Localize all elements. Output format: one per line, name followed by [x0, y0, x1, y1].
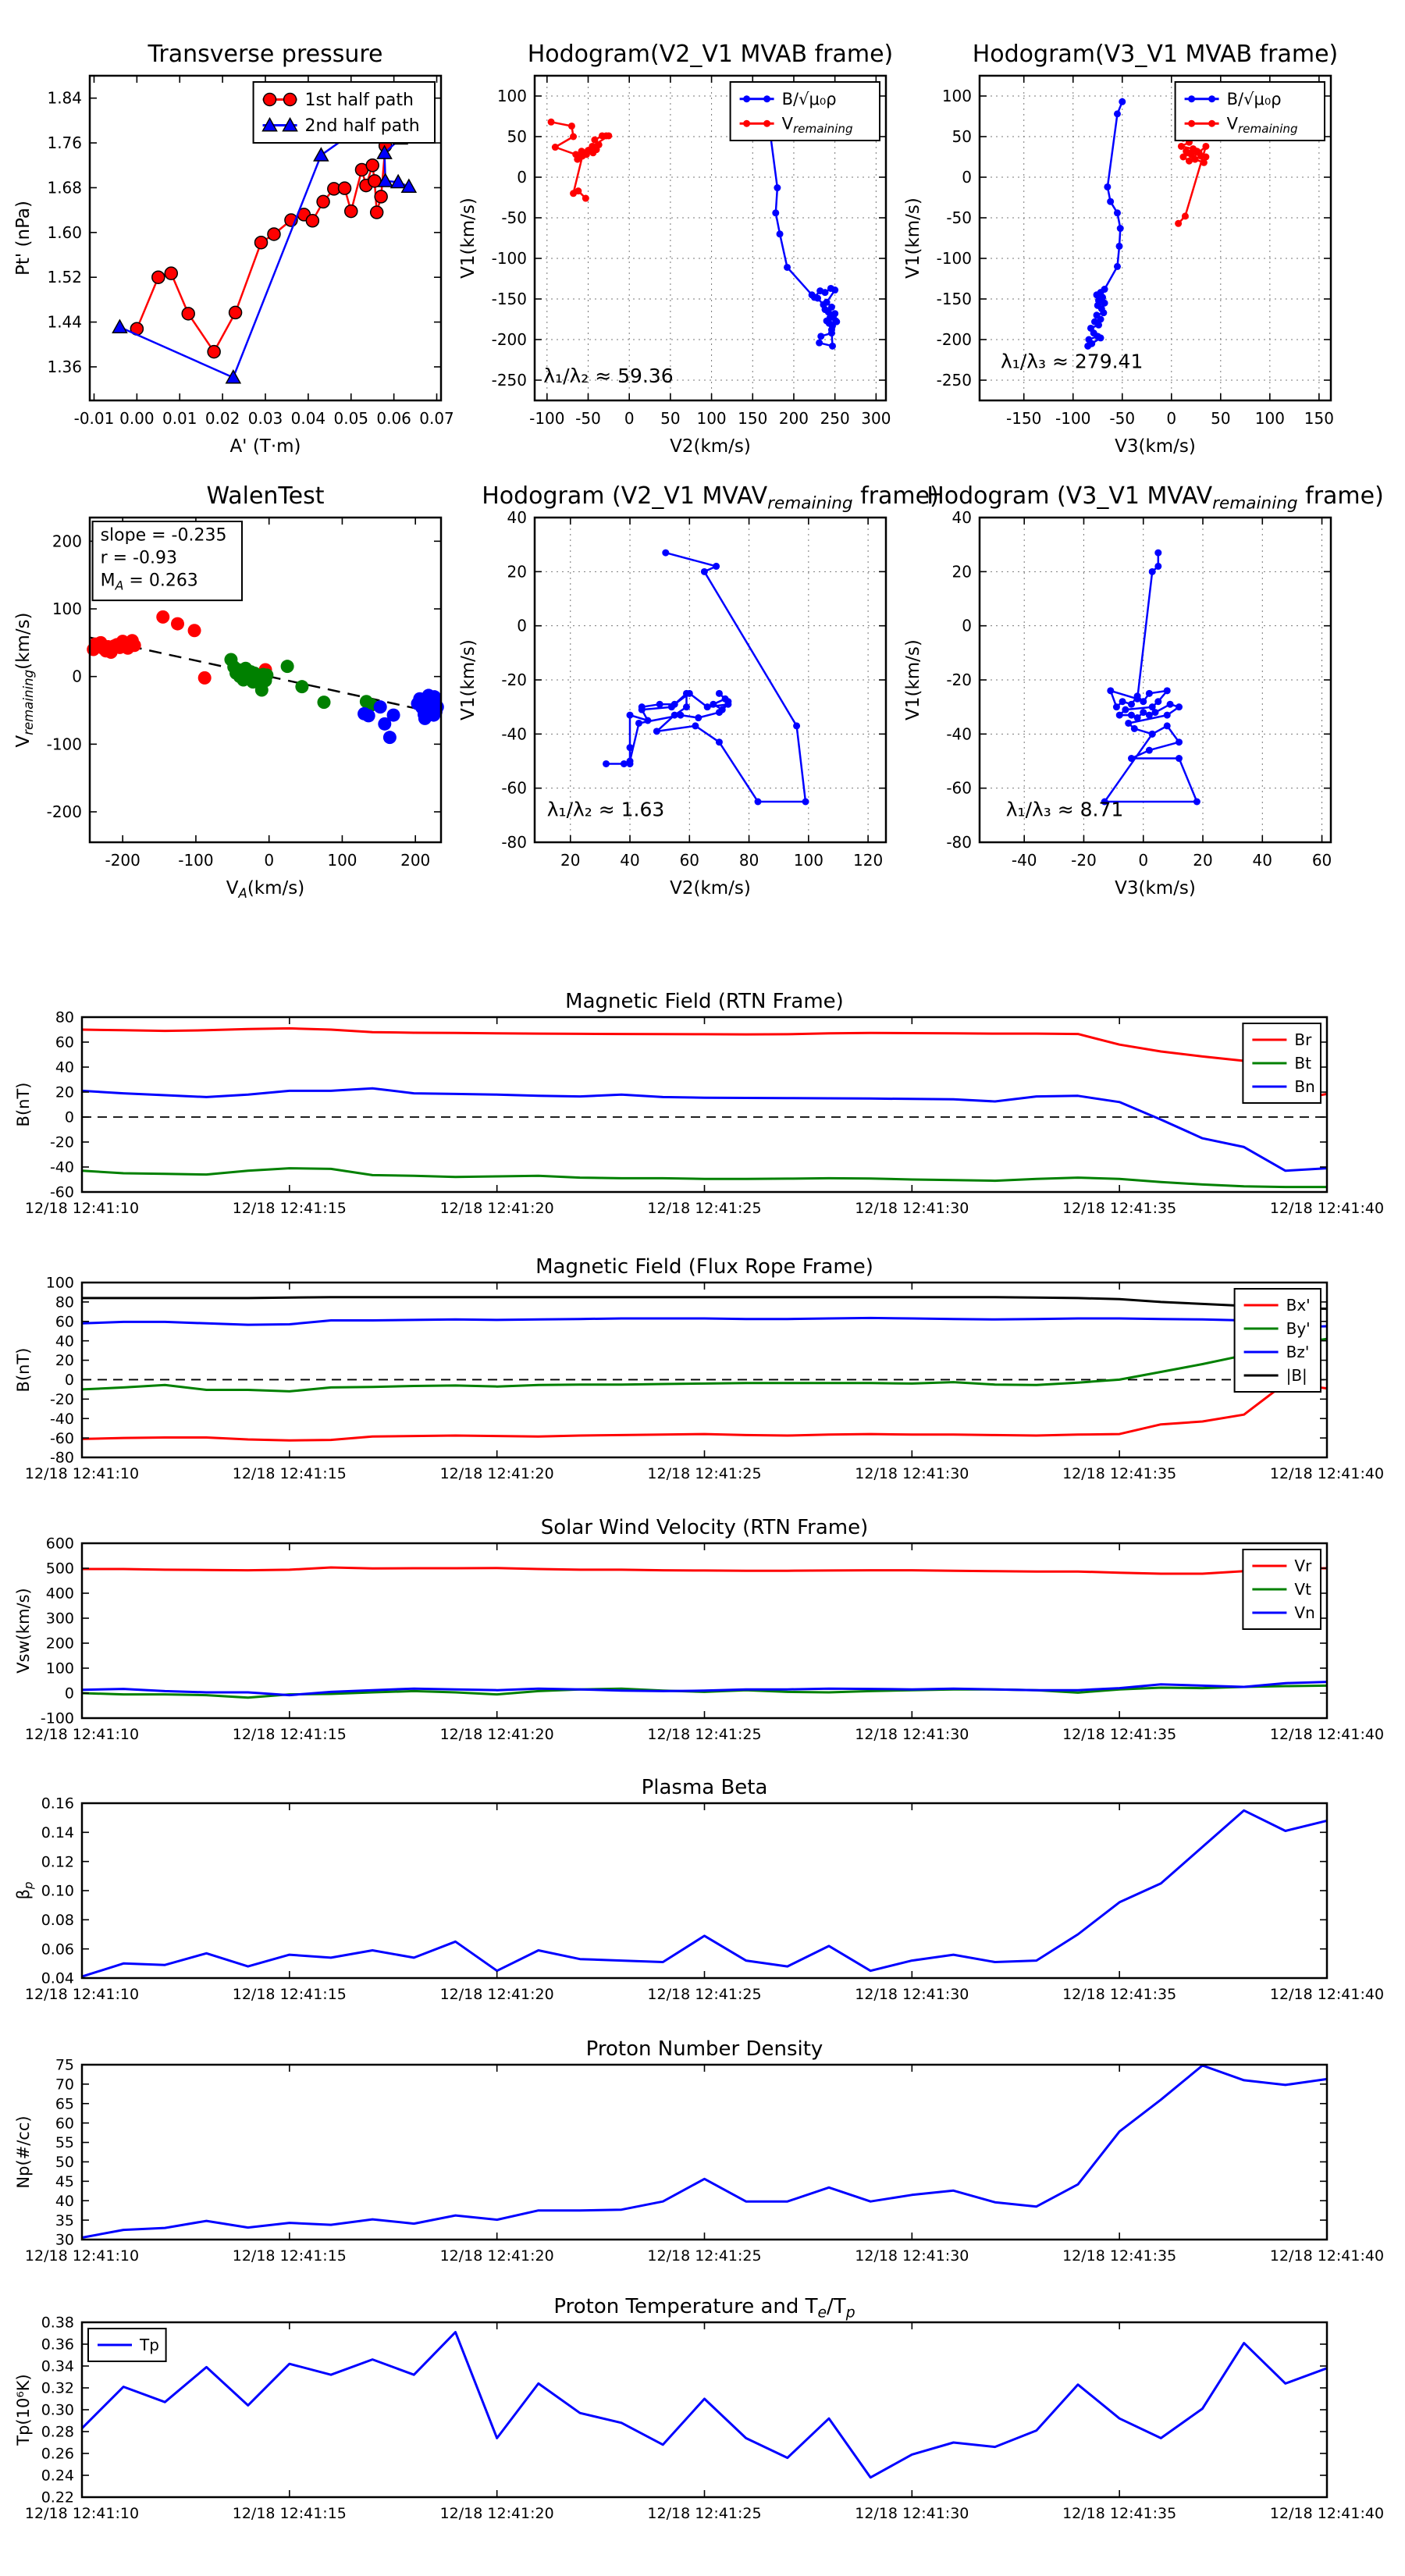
- y-tick-label: -100: [40, 1710, 74, 1727]
- x-tick-label: 100: [793, 851, 823, 870]
- annotation-text: λ₁/λ₃ ≈ 279.41: [1001, 350, 1144, 373]
- x-tick-label: 12/18 12:41:25: [647, 2505, 762, 2522]
- x-tick-label: 12/18 12:41:35: [1062, 2505, 1177, 2522]
- x-tick-label: -0.01: [73, 409, 115, 428]
- y-tick-label: 30: [55, 2231, 74, 2249]
- y-tick-label: 0: [64, 1108, 74, 1126]
- x-tick-label: 40: [620, 851, 640, 870]
- series-Bz': [82, 1318, 1327, 1327]
- y-tick-label: 0.36: [41, 2336, 74, 2354]
- x-tick-label: 0: [264, 851, 275, 870]
- x-tick-label: 12/18 12:41:15: [232, 1200, 347, 1217]
- x-tick-label: 12/18 12:41:30: [855, 1465, 969, 1482]
- panel-title: Magnetic Field (RTN Frame): [565, 990, 844, 1013]
- stats-text: slope = -0.235: [100, 525, 227, 546]
- x-tick-label: -50: [575, 409, 601, 428]
- x-tick-label: 50: [1211, 409, 1231, 428]
- y-tick-label: 0: [72, 667, 82, 686]
- x-tick-label: 0.05: [333, 409, 369, 428]
- x-tick-label: 12/18 12:41:20: [439, 2247, 554, 2265]
- y-tick-label: -250: [491, 371, 527, 390]
- y-axis-label: Tp(10⁶K): [14, 2374, 33, 2446]
- x-tick-label: -100: [529, 409, 565, 428]
- y-tick-label: 100: [45, 1660, 74, 1678]
- panel-p2: [458, 41, 893, 457]
- series-Tp: [82, 2332, 1327, 2478]
- x-tick-label: 12/18 12:41:35: [1062, 1200, 1177, 1217]
- y-tick-label: -200: [491, 330, 527, 349]
- y-tick-label: 60: [55, 1313, 74, 1331]
- x-tick-label: 12/18 12:41:10: [24, 1726, 140, 1743]
- y-tick-label: 0.12: [41, 1853, 74, 1871]
- x-tick-label: 12/18 12:41:15: [232, 1465, 347, 1482]
- legend-label: B/√μ₀ρ: [1226, 90, 1282, 109]
- x-tick-label: 120: [853, 851, 884, 870]
- x-axis-label: V2(km/s): [670, 436, 751, 457]
- x-tick-label: 250: [820, 409, 850, 428]
- x-tick-label: 12/18 12:41:30: [855, 1726, 969, 1743]
- x-tick-label: 12/18 12:41:15: [232, 2505, 347, 2522]
- panel-title: Solar Wind Velocity (RTN Frame): [540, 1516, 869, 1539]
- y-axis-label: Pt' (nPa): [13, 201, 34, 276]
- y-tick-label: 40: [55, 1332, 74, 1350]
- y-tick-label: -20: [49, 1390, 74, 1408]
- y-tick-label: 0.14: [41, 1823, 74, 1841]
- y-tick-label: 100: [941, 87, 972, 105]
- legend-label: 2nd half path: [304, 116, 420, 137]
- x-tick-label: 12/18 12:41:25: [647, 1986, 762, 2003]
- panel-t5: [14, 2037, 1384, 2265]
- x-tick-label: 0.02: [205, 409, 240, 428]
- x-tick-label: 12/18 12:41:20: [439, 1726, 554, 1743]
- panel-title: Proton Temperature and $T_e/T_p$: [553, 2295, 855, 2322]
- y-tick-label: 0: [64, 1685, 74, 1703]
- x-tick-label: 100: [327, 851, 357, 870]
- y-tick-label: 0: [517, 168, 527, 187]
- x-tick-label: 12/18 12:41:40: [1269, 1726, 1385, 1743]
- x-tick-label: 12/18 12:41:25: [647, 2247, 762, 2265]
- stats-text: $M_A = 0.263$: [100, 571, 198, 593]
- x-tick-label: 50: [660, 409, 681, 428]
- y-tick-label: -150: [491, 290, 527, 308]
- panel-p6: [903, 482, 1384, 898]
- x-tick-label: 12/18 12:41:10: [24, 2247, 140, 2265]
- annotation-text: λ₁/λ₃ ≈ 8.71: [1005, 798, 1124, 821]
- x-tick-label: 0.01: [162, 409, 197, 428]
- y-tick-label: -50: [501, 208, 527, 227]
- y-tick-label: 1.36: [47, 357, 82, 376]
- y-tick-label: -100: [936, 249, 972, 268]
- x-tick-label: 12/18 12:41:35: [1062, 1465, 1177, 1482]
- panel-t3: [14, 1516, 1384, 1743]
- x-tick-label: 100: [1254, 409, 1285, 428]
- x-tick-label: 60: [1311, 851, 1332, 870]
- y-tick-label: 0.08: [41, 1911, 74, 1929]
- y-tick-label: 60: [55, 2115, 74, 2133]
- x-tick-label: 300: [861, 409, 891, 428]
- series-V-hodogram: [1104, 553, 1197, 802]
- y-tick-label: 0.22: [41, 2489, 74, 2507]
- x-tick-label: 0.06: [376, 409, 411, 428]
- x-tick-label: 12/18 12:41:15: [232, 1986, 347, 2003]
- x-axis-label: $V_A(km/s)$: [226, 878, 305, 902]
- y-tick-label: -20: [946, 671, 972, 689]
- panel-t4: [14, 1776, 1384, 2003]
- x-tick-label: 12/18 12:41:15: [232, 2247, 347, 2265]
- y-tick-label: 20: [55, 1352, 74, 1370]
- series-Vr: [82, 1567, 1327, 1574]
- legend-label: Vn: [1294, 1603, 1315, 1622]
- series-B-hodogram: [1088, 101, 1122, 346]
- y-tick-label: 40: [951, 508, 972, 527]
- y-tick-label: -40: [501, 724, 527, 744]
- y-tick-label: 1.60: [47, 222, 82, 242]
- y-axis-label: B(nT): [14, 1082, 33, 1127]
- x-tick-label: 12/18 12:41:10: [24, 1465, 140, 1482]
- x-tick-label: 12/18 12:41:10: [24, 1986, 140, 2003]
- y-tick-label: 20: [951, 562, 972, 582]
- y-tick-label: -60: [49, 1183, 74, 1201]
- x-tick-label: 200: [778, 409, 809, 428]
- series-|B|: [82, 1297, 1327, 1309]
- y-tick-label: 1.68: [47, 178, 82, 197]
- x-axis-label: V2(km/s): [670, 878, 751, 898]
- y-tick-label: 1.44: [47, 312, 82, 332]
- y-tick-label: -20: [501, 671, 527, 689]
- panel-title: Hodogram (V3_V1 $MVAV_{remaining}$ frame): [927, 482, 1384, 514]
- x-tick-label: 12/18 12:41:25: [647, 1200, 762, 1217]
- y-tick-label: 75: [55, 2056, 74, 2074]
- y-axis-label: V1(km/s): [458, 197, 478, 279]
- y-tick-label: -200: [46, 802, 82, 821]
- x-tick-label: 12/18 12:41:35: [1062, 2247, 1177, 2265]
- y-tick-label: -60: [501, 778, 527, 798]
- y-tick-label: 45: [55, 2172, 74, 2190]
- x-tick-label: 12/18 12:41:30: [855, 1200, 969, 1217]
- panel-title: Hodogram(V3_V1 MVAB frame): [972, 41, 1339, 68]
- y-tick-label: 500: [45, 1560, 74, 1578]
- y-tick-label: 55: [55, 2134, 74, 2152]
- y-tick-label: 80: [55, 1009, 74, 1026]
- y-tick-label: 0.26: [41, 2445, 74, 2463]
- x-tick-label: 12/18 12:41:30: [855, 2247, 969, 2265]
- series-Br: [82, 1028, 1327, 1101]
- x-tick-label: 20: [560, 851, 581, 870]
- legend-label: Vr: [1294, 1557, 1312, 1575]
- legend-label: Tp: [140, 2336, 159, 2354]
- y-tick-label: -250: [936, 371, 972, 390]
- y-tick-label: 300: [45, 1610, 74, 1628]
- panel-title: Proton Number Density: [585, 2037, 823, 2061]
- x-tick-label: 0.03: [247, 409, 283, 428]
- y-tick-label: 0: [517, 616, 527, 635]
- y-tick-label: 600: [45, 1535, 74, 1553]
- y-tick-label: 0: [962, 168, 972, 187]
- y-tick-label: 40: [55, 1059, 74, 1076]
- y-tick-label: 200: [45, 1635, 74, 1653]
- x-tick-label: 12/18 12:41:10: [24, 2505, 140, 2522]
- y-tick-label: 1.52: [47, 268, 82, 287]
- x-tick-label: 12/18 12:41:15: [232, 1726, 347, 1743]
- legend-label: $V_{remaining}$: [781, 114, 853, 137]
- x-tick-label: 150: [738, 409, 768, 428]
- panel-title: Magnetic Field (Flux Rope Frame): [535, 1255, 873, 1279]
- y-tick-label: 0.10: [41, 1882, 74, 1900]
- series-V-hodogram: [606, 553, 806, 802]
- y-tick-label: 35: [55, 2211, 74, 2229]
- y-tick-label: 1.84: [47, 88, 82, 108]
- x-tick-label: 0.04: [290, 409, 326, 428]
- y-tick-label: 20: [55, 1083, 74, 1101]
- legend-label: B/√μ₀ρ: [781, 90, 837, 109]
- legend-label: Vt: [1294, 1580, 1311, 1599]
- legend-label: Bx': [1286, 1296, 1311, 1315]
- y-tick-label: 200: [52, 532, 82, 551]
- y-tick-label: -80: [946, 833, 972, 852]
- x-tick-label: 12/18 12:41:20: [439, 2505, 554, 2522]
- x-tick-label: 12/18 12:41:40: [1269, 2505, 1385, 2522]
- y-axis-label: $V_{remaining}(km/s)$: [13, 612, 37, 748]
- x-tick-label: 0: [1138, 851, 1149, 870]
- legend-label: $V_{remaining}$: [1226, 114, 1298, 137]
- y-tick-label: 80: [55, 1293, 74, 1311]
- y-tick-label: 0.34: [41, 2357, 74, 2375]
- y-tick-label: 40: [55, 2192, 74, 2210]
- x-tick-label: 0: [624, 409, 635, 428]
- x-tick-label: 40: [1252, 851, 1273, 870]
- x-tick-label: -40: [1011, 851, 1037, 870]
- x-tick-label: 100: [696, 409, 727, 428]
- y-axis-label: $\beta_p$: [14, 1881, 36, 1900]
- y-axis-label: V1(km/s): [458, 639, 478, 720]
- panel-t1: [14, 990, 1384, 1217]
- y-tick-label: 400: [45, 1585, 74, 1603]
- y-tick-label: 65: [55, 2095, 74, 2113]
- panel-p3: [903, 41, 1338, 457]
- y-axis-label: V1(km/s): [903, 197, 923, 279]
- y-tick-label: 0: [962, 616, 972, 635]
- y-tick-label: 20: [507, 562, 527, 582]
- y-tick-label: -80: [501, 833, 527, 852]
- y-tick-label: 1.76: [47, 133, 82, 153]
- panel-title: Plasma Beta: [641, 1776, 768, 1799]
- x-tick-label: 12/18 12:41:25: [647, 1726, 762, 1743]
- panel-title: Transverse pressure: [148, 41, 383, 68]
- y-tick-label: 100: [496, 87, 527, 105]
- x-tick-label: 12/18 12:41:40: [1269, 2247, 1385, 2265]
- x-tick-label: 12/18 12:41:20: [439, 1200, 554, 1217]
- x-tick-label: 12/18 12:41:40: [1269, 1465, 1385, 1482]
- y-tick-label: -40: [49, 1158, 74, 1176]
- y-tick-label: -60: [49, 1429, 74, 1447]
- y-tick-label: 100: [52, 600, 82, 618]
- y-tick-label: 0.28: [41, 2423, 74, 2441]
- panel-p1: [13, 41, 454, 457]
- legend-label: Bt: [1294, 1054, 1311, 1073]
- x-tick-label: 12/18 12:41:20: [439, 1465, 554, 1482]
- y-tick-label: 100: [45, 1274, 74, 1292]
- x-tick-label: -50: [1109, 409, 1136, 428]
- legend-label: 1st half path: [304, 91, 414, 111]
- y-tick-label: -40: [49, 1410, 74, 1428]
- y-tick-label: -60: [946, 778, 972, 798]
- panel-title: WalenTest: [206, 482, 325, 510]
- x-tick-label: 12/18 12:41:20: [439, 1986, 554, 2003]
- y-tick-label: 0.30: [41, 2401, 74, 2419]
- y-tick-label: 0.38: [41, 2314, 74, 2332]
- series-Bt: [82, 1169, 1327, 1187]
- panel-title: Hodogram(V2_V1 MVAB frame): [527, 41, 894, 68]
- y-tick-label: 0.16: [41, 1795, 74, 1813]
- x-tick-label: 60: [679, 851, 700, 870]
- y-tick-label: -150: [936, 290, 972, 308]
- y-tick-label: 0.04: [41, 1969, 74, 1987]
- series-Bn: [82, 1088, 1327, 1171]
- y-tick-label: -100: [46, 735, 82, 754]
- x-tick-label: 12/18 12:41:35: [1062, 1726, 1177, 1743]
- y-axis-label: Vsw(km/s): [14, 1588, 33, 1674]
- x-axis-label: V3(km/s): [1115, 878, 1196, 898]
- x-tick-label: -100: [1055, 409, 1091, 428]
- legend-label: Br: [1294, 1030, 1312, 1049]
- y-tick-label: -80: [49, 1449, 74, 1467]
- legend-label: |B|: [1286, 1366, 1307, 1385]
- panel-t2: [14, 1255, 1384, 1482]
- y-tick-label: -20: [49, 1133, 74, 1151]
- x-tick-label: -150: [1006, 409, 1042, 428]
- y-tick-label: 0.06: [41, 1941, 74, 1959]
- x-tick-label: 200: [400, 851, 431, 870]
- x-tick-label: -100: [178, 851, 214, 870]
- legend-label: Bn: [1294, 1077, 1315, 1096]
- x-tick-label: -200: [105, 851, 140, 870]
- x-tick-label: 0.07: [419, 409, 454, 428]
- annotation-text: λ₁/λ₂ ≈ 1.63: [546, 798, 665, 821]
- y-tick-label: 50: [951, 127, 972, 146]
- panel-p5: [458, 482, 939, 898]
- y-tick-label: 50: [55, 2154, 74, 2172]
- x-tick-label: 12/18 12:41:25: [647, 1465, 762, 1482]
- x-tick-label: 12/18 12:41:30: [855, 2505, 969, 2522]
- y-tick-label: 50: [507, 127, 527, 146]
- x-axis-label: V3(km/s): [1115, 436, 1196, 457]
- series-By': [82, 1339, 1327, 1391]
- y-tick-label: 0.32: [41, 2379, 74, 2397]
- legend-label: By': [1286, 1319, 1311, 1338]
- y-axis-label: Np(#/cc): [14, 2115, 33, 2189]
- y-tick-label: 70: [55, 2076, 74, 2094]
- x-tick-label: 12/18 12:41:10: [24, 1200, 140, 1217]
- panel-title: Hodogram (V2_V1 $MVAV_{remaining}$ frame): [482, 482, 939, 514]
- legend-label: Bz': [1286, 1343, 1310, 1361]
- panel-p4: [13, 482, 444, 901]
- y-tick-label: -50: [946, 208, 972, 227]
- y-tick-label: -100: [491, 249, 527, 268]
- stats-text: r = -0.93: [100, 548, 177, 568]
- series-Np: [82, 2065, 1327, 2238]
- x-axis-label: A' (T·m): [229, 436, 301, 457]
- panel-t6: [14, 2295, 1384, 2522]
- x-tick-label: 12/18 12:41:30: [855, 1986, 969, 2003]
- annotation-text: λ₁/λ₂ ≈ 59.36: [543, 365, 674, 388]
- y-tick-label: 0.24: [41, 2467, 74, 2485]
- y-axis-label: B(nT): [14, 1347, 33, 1393]
- x-tick-label: 12/18 12:41:35: [1062, 1986, 1177, 2003]
- x-tick-label: -20: [1071, 851, 1097, 870]
- x-tick-label: 150: [1304, 409, 1334, 428]
- y-tick-label: -40: [946, 724, 972, 744]
- x-tick-label: 20: [1193, 851, 1213, 870]
- series-beta-p: [82, 1810, 1327, 1976]
- x-tick-label: 0.00: [119, 409, 155, 428]
- x-tick-label: 0: [1166, 409, 1177, 428]
- x-tick-label: 12/18 12:41:40: [1269, 1200, 1385, 1217]
- y-tick-label: 60: [55, 1034, 74, 1051]
- y-axis-label: V1(km/s): [903, 639, 923, 720]
- x-tick-label: 12/18 12:41:40: [1269, 1986, 1385, 2003]
- y-tick-label: 40: [507, 508, 527, 527]
- x-tick-label: 80: [738, 851, 759, 870]
- y-tick-label: 0: [64, 1372, 74, 1389]
- y-tick-label: -200: [936, 330, 972, 349]
